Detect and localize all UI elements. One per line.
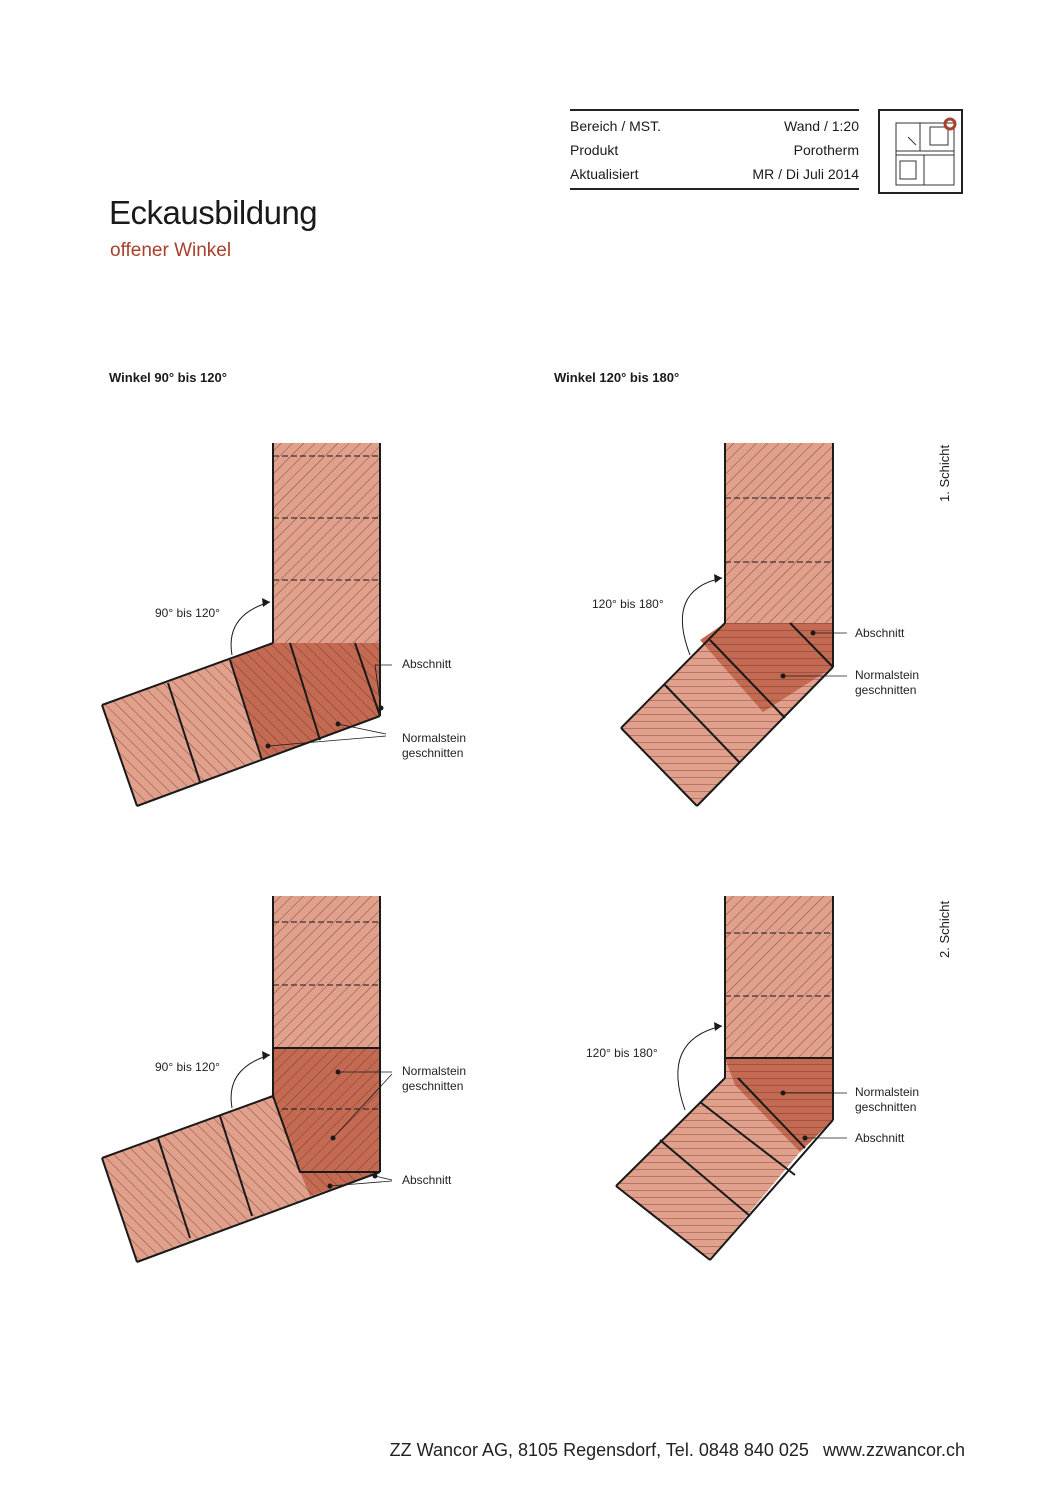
- figure-top-left: [102, 443, 392, 806]
- normalstein-label: [855, 1085, 919, 1115]
- normalstein-text: Normalstein: [855, 668, 920, 682]
- geschnitten-text: geschnitten: [402, 1079, 464, 1093]
- meta-label: Bereich / MST.: [570, 118, 662, 134]
- meta-value: Porotherm: [793, 142, 859, 158]
- geschnitten-text: geschnitten: [855, 683, 917, 697]
- page-title: Eckausbildung: [109, 194, 318, 231]
- normalstein-text: Normalstein: [855, 1085, 920, 1099]
- figure-bottom-right: [616, 896, 847, 1260]
- footer-company: ZZ Wancor AG, 8105 Regensdorf, Tel. 0848 840 025: [389, 1440, 809, 1460]
- normalstein-label: [402, 731, 466, 761]
- footer-web-link[interactable]: www.zzwancor.ch: [822, 1440, 965, 1460]
- abschnitt-label: Abschnitt: [855, 1131, 905, 1145]
- angle-label: 120° bis 180°: [592, 597, 664, 611]
- abschnitt-label: Abschnitt: [855, 626, 905, 640]
- meta-label: Aktualisiert: [570, 166, 639, 182]
- angle-label: 90° bis 120°: [155, 1060, 220, 1074]
- angle-label: 90° bis 120°: [155, 606, 220, 620]
- page-subtitle: offener Winkel: [110, 240, 232, 261]
- layer-label-first: 1. Schicht: [937, 444, 952, 502]
- geschnitten-text: geschnitten: [855, 1100, 917, 1114]
- angle-label: 120° bis 180°: [586, 1046, 658, 1060]
- normalstein-text: Normalstein: [402, 731, 467, 745]
- meta-label: Produkt: [570, 142, 619, 158]
- meta-value: MR / Di Juli 2014: [752, 166, 859, 182]
- meta-value: Wand / 1:20: [784, 118, 859, 134]
- normalstein-text: Normalstein: [402, 1064, 467, 1078]
- abschnitt-label: Abschnitt: [402, 657, 452, 671]
- figure-bottom-left: [102, 896, 392, 1262]
- normalstein-label: [402, 1064, 466, 1094]
- layer-label-second: 2. Schicht: [937, 900, 952, 958]
- geschnitten-text: geschnitten: [402, 746, 464, 760]
- abschnitt-label: Abschnitt: [402, 1173, 452, 1187]
- section-right-title: Winkel 120° bis 180°: [554, 370, 680, 385]
- figure-top-right: [621, 443, 847, 806]
- section-left-title: Winkel 90° bis 120°: [109, 370, 227, 385]
- normalstein-label: [855, 668, 919, 698]
- footer: [390, 1440, 965, 1461]
